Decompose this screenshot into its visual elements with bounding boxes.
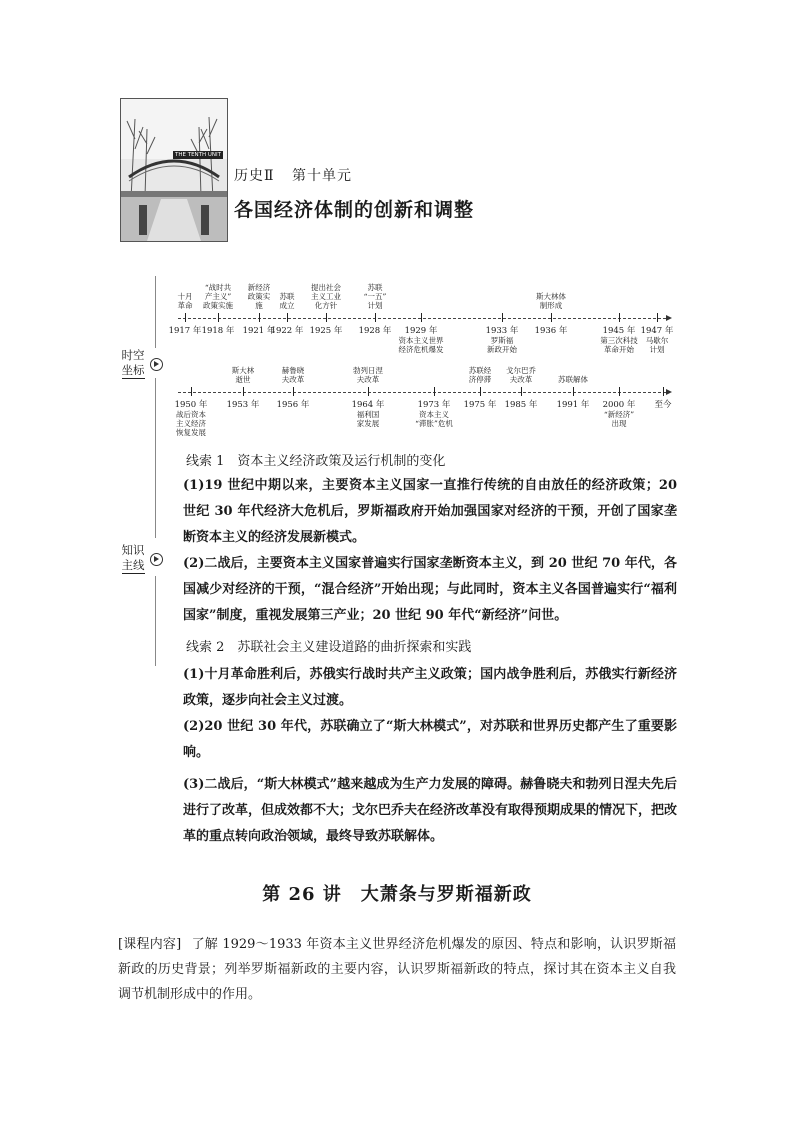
timeline-top-event-below bbox=[487, 336, 517, 354]
timeline-bottom-event-above bbox=[469, 366, 492, 384]
timeline-top-year-label: 1929 年 bbox=[404, 326, 438, 336]
event-text-line: 提出社会 bbox=[311, 283, 341, 292]
event-text-line: “新经济” bbox=[603, 410, 635, 419]
course-text: 了解 1929～1933 年资本主义世界经济危机爆发的原因、特点和影响，认识罗斯福新政的历史背景；列举罗斯福新政的主要内容，认识罗斯福新政的特点，探讨其在资本主义自我调节机制形成中的作用。 bbox=[118, 937, 677, 1002]
timeline-top-year-label: 1945 年 bbox=[602, 326, 636, 336]
timeline-bottom-event-below bbox=[415, 410, 453, 428]
timeline-bottom-tick bbox=[663, 387, 664, 396]
event-text-line: 出现 bbox=[611, 419, 627, 428]
timeline-top-year-label: 1947 年 bbox=[640, 326, 674, 336]
event-text-line: 政策实施 bbox=[203, 301, 233, 310]
timeline-top-tick bbox=[218, 313, 219, 322]
timeline-top-event-below bbox=[600, 336, 638, 354]
timeline-top-event-above bbox=[280, 292, 295, 310]
timeline-top-tick bbox=[551, 313, 552, 322]
unit-title: 各国经济体制的创新和调整 bbox=[234, 199, 475, 221]
event-text-line: 第三次科技 bbox=[600, 336, 638, 345]
event-text-line: 十月 bbox=[177, 292, 193, 301]
timeline-bottom-tick bbox=[480, 387, 481, 396]
event-text-line: 经济危机爆发 bbox=[398, 345, 444, 354]
timeline-top-tick bbox=[421, 313, 422, 322]
timeline-top-event-above bbox=[248, 283, 271, 310]
event-text-line: 施 bbox=[255, 301, 263, 310]
timeline-bottom-year-label: 1964 年 bbox=[351, 400, 385, 410]
side-divider-top bbox=[155, 276, 156, 348]
subject-label: 历史Ⅱ bbox=[234, 168, 275, 184]
unit-number: 第十单元 bbox=[291, 168, 352, 184]
course-label: [课程内容] bbox=[118, 937, 182, 952]
timeline-bottom-tick bbox=[434, 387, 435, 396]
timeline-bottom-year-label: 1956 年 bbox=[276, 400, 310, 410]
knowledge-label-line2: 主线 bbox=[121, 558, 145, 572]
unit-cover-photo bbox=[120, 98, 228, 242]
event-text-line: 罗斯福 bbox=[490, 336, 514, 345]
event-text-line: 夫改革 bbox=[356, 375, 380, 384]
event-text-line: “滞胀”危机 bbox=[415, 419, 453, 428]
event-text-line: 政策实 bbox=[247, 292, 271, 301]
event-text-line: 夫改革 bbox=[509, 375, 533, 384]
timeline-top-tick bbox=[259, 313, 260, 322]
timeline-bottom-event-below bbox=[176, 410, 206, 437]
timeline-bottom-year-label: 1950 年 bbox=[174, 400, 208, 410]
timeline-top-tick bbox=[287, 313, 288, 322]
timeline-top-year-label: 1933 年 bbox=[485, 326, 519, 336]
event-text-line: 新经济 bbox=[247, 283, 271, 292]
timeline-top-event-above bbox=[178, 292, 193, 310]
timeline-top-tick bbox=[375, 313, 376, 322]
event-text-line: 主义工业 bbox=[311, 292, 341, 301]
timeline-top-year-label: 1921 年 bbox=[242, 326, 276, 336]
event-text-line: 夫改革 bbox=[281, 375, 305, 384]
play-arrow-icon bbox=[150, 358, 163, 371]
timeline-bottom-tick bbox=[293, 387, 294, 396]
event-text-line: 苏联经 bbox=[468, 366, 492, 375]
thread-2-title: 线索 2 苏联社会主义建设道路的曲折探索和实践 bbox=[186, 640, 472, 655]
thread-2-paragraph-2: (2)20 世纪 30 年代，苏联确立了“斯大林模式”，对苏联和世界历史都产生了重要影响。 bbox=[183, 719, 677, 760]
timeline-bottom-tick bbox=[619, 387, 620, 396]
timeline-bottom-axis-arrow-icon bbox=[666, 389, 672, 395]
event-text-line: 计划 bbox=[649, 345, 665, 354]
timeline-bottom-year-label: 1953 年 bbox=[226, 400, 260, 410]
timeline-bottom-year-label: 1991 年 bbox=[556, 400, 590, 410]
thread-1-paragraph-2: (2)二战后，主要资本主义国家普遍实行国家垄断资本主义，到 20 世纪 70 年代，各国减少对经济的干预，“混合经济”开始出现；与此同时，资本主义各国普遍实行“福利国家”制度，重视发展第三产业；20 世纪 90 年代“新经济”问世。 bbox=[183, 556, 677, 623]
timeline-bottom-event-below bbox=[604, 410, 634, 428]
event-text-line: 马歇尔 bbox=[645, 336, 669, 345]
timeline-top-event-below bbox=[399, 336, 444, 354]
timeline-bottom-tick bbox=[573, 387, 574, 396]
timeline-top-year-label: 1928 年 bbox=[358, 326, 392, 336]
timeline-top-axis-line bbox=[178, 318, 666, 319]
timeline-top-tick bbox=[619, 313, 620, 322]
timeline-top-year-label: 1917 年 bbox=[168, 326, 202, 336]
event-text-line: 资本主义世界 bbox=[398, 336, 444, 345]
timeline-bottom-tick bbox=[191, 387, 192, 396]
timeline-bottom-year-label: 2000 年 bbox=[602, 400, 636, 410]
event-text-line: 苏联解体 bbox=[558, 375, 588, 384]
unit-label bbox=[234, 165, 364, 185]
timeline-bottom-event-above bbox=[353, 366, 383, 384]
thread-2-paragraph-3: (3)二战后，“斯大林模式”越来越成为生产力发展的障碍。赫鲁晓夫和勃列日涅夫先后进行了改革，但成效都不大；戈尔巴乔夫在经济改革没有取得预期成果的情况下，把改革的重点转向政治领域，最终导致苏联解体。 bbox=[183, 777, 678, 844]
timeline-top-event-below bbox=[646, 336, 669, 354]
event-text-line: 制形成 bbox=[539, 301, 563, 310]
thread-1-title: 线索 1 资本主义经济政策及运行机制的变化 bbox=[186, 454, 446, 469]
timeline-bottom-event-above bbox=[558, 375, 588, 384]
timeline-bottom-year-label: 1975 年 bbox=[463, 400, 497, 410]
timeline-top-tick bbox=[185, 313, 186, 322]
timeline-bottom-event-above bbox=[282, 366, 305, 384]
timeline-top-tick bbox=[326, 313, 327, 322]
timeline-top-tick bbox=[657, 313, 658, 322]
timeline-label-line1: 时空 bbox=[121, 348, 145, 362]
timeline-top-year-label: 1936 年 bbox=[534, 326, 568, 336]
timeline-bottom-tick bbox=[368, 387, 369, 396]
knowledge-label-line1: 知识 bbox=[121, 543, 145, 557]
timeline-top-axis-arrow-icon bbox=[666, 315, 672, 321]
timeline-bottom-year-label: 至今 bbox=[654, 400, 672, 410]
photo-caption: THE TENTH UNIT bbox=[175, 152, 222, 158]
timeline-top-year-label: 1922 年 bbox=[270, 326, 304, 336]
event-text-line: “一五” bbox=[363, 292, 387, 301]
event-text-line: 资本主义 bbox=[418, 410, 449, 419]
timeline-bottom-event-below bbox=[357, 410, 380, 428]
timeline-bottom-axis-line bbox=[178, 392, 666, 393]
event-text-line: 恢复发展 bbox=[176, 428, 206, 437]
lecture-title: 第 26 讲 大萧条与罗斯福新政 bbox=[262, 884, 532, 905]
play-arrow-icon bbox=[150, 553, 163, 566]
timeline-side-label bbox=[117, 348, 149, 379]
event-text-line: 赫鲁晓 bbox=[281, 366, 305, 375]
thread-2-paragraph-1: (1)十月革命胜利后，苏俄实行战时共产主义政策；国内战争胜利后，苏俄实行新经济政策，逐步向社会主义过渡。 bbox=[183, 667, 677, 708]
event-text-line: 新政开始 bbox=[487, 345, 517, 354]
event-text-line: 斯大林体 bbox=[536, 292, 566, 301]
event-text-line: 苏联 bbox=[279, 292, 295, 301]
event-text-line: 勃列日涅 bbox=[353, 366, 383, 375]
event-text-line: 化方针 bbox=[314, 301, 338, 310]
timeline-bottom-event-above bbox=[232, 366, 255, 384]
event-text-line: 产主义” bbox=[204, 292, 232, 301]
side-divider-mid bbox=[155, 378, 156, 538]
event-text-line: 苏联 bbox=[367, 283, 383, 292]
timeline-top-event-above bbox=[203, 283, 233, 310]
timeline-top-tick bbox=[502, 313, 503, 322]
timeline-top-year-label: 1925 年 bbox=[309, 326, 343, 336]
knowledge-side-label bbox=[117, 543, 149, 574]
timeline-label-line2: 坐标 bbox=[121, 363, 145, 377]
side-divider-bottom bbox=[155, 576, 156, 666]
event-text-line: 斯大林 bbox=[231, 366, 255, 375]
event-text-line: 主义经济 bbox=[176, 419, 206, 428]
course-content bbox=[118, 932, 676, 1007]
timeline-top-event-above bbox=[364, 283, 387, 310]
timeline-top-year-label: 1918 年 bbox=[201, 326, 235, 336]
event-text-line: 福利国 bbox=[356, 410, 380, 419]
timeline-bottom-tick bbox=[521, 387, 522, 396]
event-text-line: 成立 bbox=[279, 301, 295, 310]
timeline-bottom-year-label: 1973 年 bbox=[417, 400, 451, 410]
timeline-bottom-tick bbox=[243, 387, 244, 396]
event-text-line: 战后资本 bbox=[176, 410, 206, 419]
timeline-bottom-year-label: 1985 年 bbox=[504, 400, 538, 410]
timeline-top-event-above bbox=[311, 283, 341, 310]
event-text-line: 逝世 bbox=[235, 375, 251, 384]
event-text-line: 家发展 bbox=[356, 419, 380, 428]
event-text-line: 戈尔巴乔 bbox=[506, 366, 536, 375]
event-text-line: 济停滞 bbox=[468, 375, 492, 384]
timeline-bottom-event-above bbox=[506, 366, 536, 384]
timeline-top-event-above bbox=[536, 292, 566, 310]
thread-1-paragraph-1: (1)19 世纪中期以来，主要资本主义国家一直推行传统的自由放任的经济政策；20 世纪 30 年代经济大危机后，罗斯福政府开始加强国家对经济的干预，开创了国家垄断资本主义的经济发展新模式。 bbox=[183, 478, 677, 545]
event-text-line: 革命 bbox=[177, 301, 193, 310]
event-text-line: 革命开始 bbox=[604, 345, 634, 354]
canal-bridge-illustration bbox=[121, 99, 227, 241]
event-text-line: “战时共 bbox=[204, 283, 232, 292]
event-text-line: 计划 bbox=[367, 301, 383, 310]
